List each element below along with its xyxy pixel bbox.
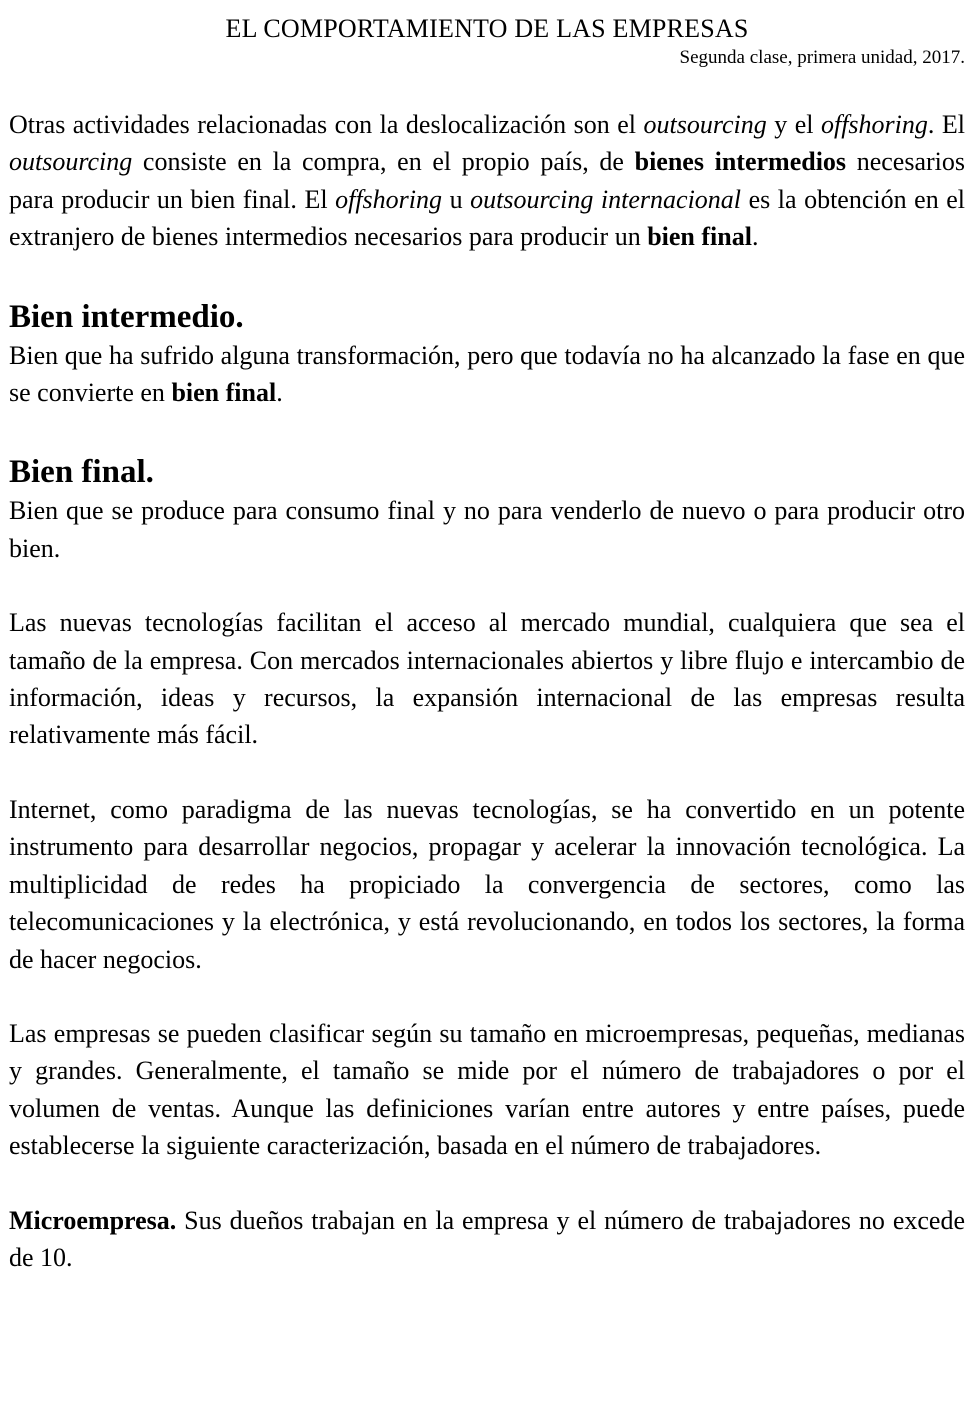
- text-span: u: [442, 184, 471, 214]
- document-page: [9, 0, 965, 1276]
- bold-term: bienes intermedios: [634, 147, 847, 177]
- paragraph-internet: Internet, como paradigma de las nuevas tecnologías, se ha convertido en un potente instrumento para desarrollar negocios, propagar y acelerar la innovación tecnológica. La multiplicidad de redes ha propiciado la convergencia de sectores, como las telecomunicaciones y la electrónica, y está revolucionando, en todos los sectores, la forma de hacer negocios.: [9, 794, 965, 974]
- text-span: Bien que ha sufrido alguna transformación, pero que todavía no ha alcanzado la fase en que se convierte en: [9, 340, 965, 408]
- document-title: EL COMPORTAMIENTO DE LAS EMPRESAS: [225, 14, 749, 43]
- paragraph-clasificacion: Las empresas se pueden clasificar según su tamaño en microempresas, pequeñas, medianas y grandes. Generalmente, el tamaño se mide por el número de trabajadores o por el volumen de ventas. Aunque las definiciones varían entre autores y entre países, puede establecerse la siguiente caracterización, basada en el número de trabajadores.: [9, 1018, 965, 1161]
- text-span: Sus dueños trabajan en la empresa y el número de trabajadores no excede de 10.: [9, 1205, 965, 1272]
- text-span: .: [751, 222, 759, 252]
- heading-bien-final: Bien final.: [9, 454, 154, 491]
- text-span: Otras actividades relacionadas con la deslocalización son el: [9, 110, 644, 139]
- text-span: . El: [927, 110, 965, 139]
- italic-term: offshoring: [335, 184, 443, 214]
- italic-term: outsourcing: [643, 110, 767, 139]
- definition-bien-final: Bien que se produce para consumo final y no para venderlo de nuevo o para producir otro bien.: [9, 496, 965, 563]
- paragraph-microempresa: [9, 1202, 965, 1277]
- text-span: necesarios para producir un bien final. El: [9, 147, 965, 214]
- text-span: .: [276, 378, 283, 408]
- text-span: consiste en la compra, en el propio país, de: [132, 147, 635, 177]
- paragraph-outsourcing: [9, 106, 965, 256]
- bold-term: bien final: [171, 378, 277, 408]
- text-span: y el: [766, 110, 821, 139]
- definition-bien-intermedio: [9, 337, 965, 412]
- italic-term: offshoring: [820, 110, 928, 139]
- bold-term: bien final: [647, 222, 752, 252]
- paragraph-nuevas-tecnologias: Las nuevas tecnologías facilitan el acceso al mercado mundial, cualquiera que sea el tamaño de la empresa. Con mercados internacionales abiertos y libre flujo e intercambio de información, ideas y recursos, la expansión internacional de las empresas resulta relativamente más fácil.: [9, 608, 965, 750]
- italic-term: outsourcing internacional: [470, 184, 742, 214]
- text-span: es la obtención en el extranjero de bienes intermedios necesarios para producir un: [9, 184, 966, 252]
- bold-term: Microempresa.: [9, 1205, 177, 1235]
- document-subtitle: Segunda clase, primera unidad, 2017.: [679, 47, 965, 68]
- italic-term: outsourcing: [9, 147, 133, 177]
- heading-bien-intermedio: Bien intermedio.: [9, 298, 244, 335]
